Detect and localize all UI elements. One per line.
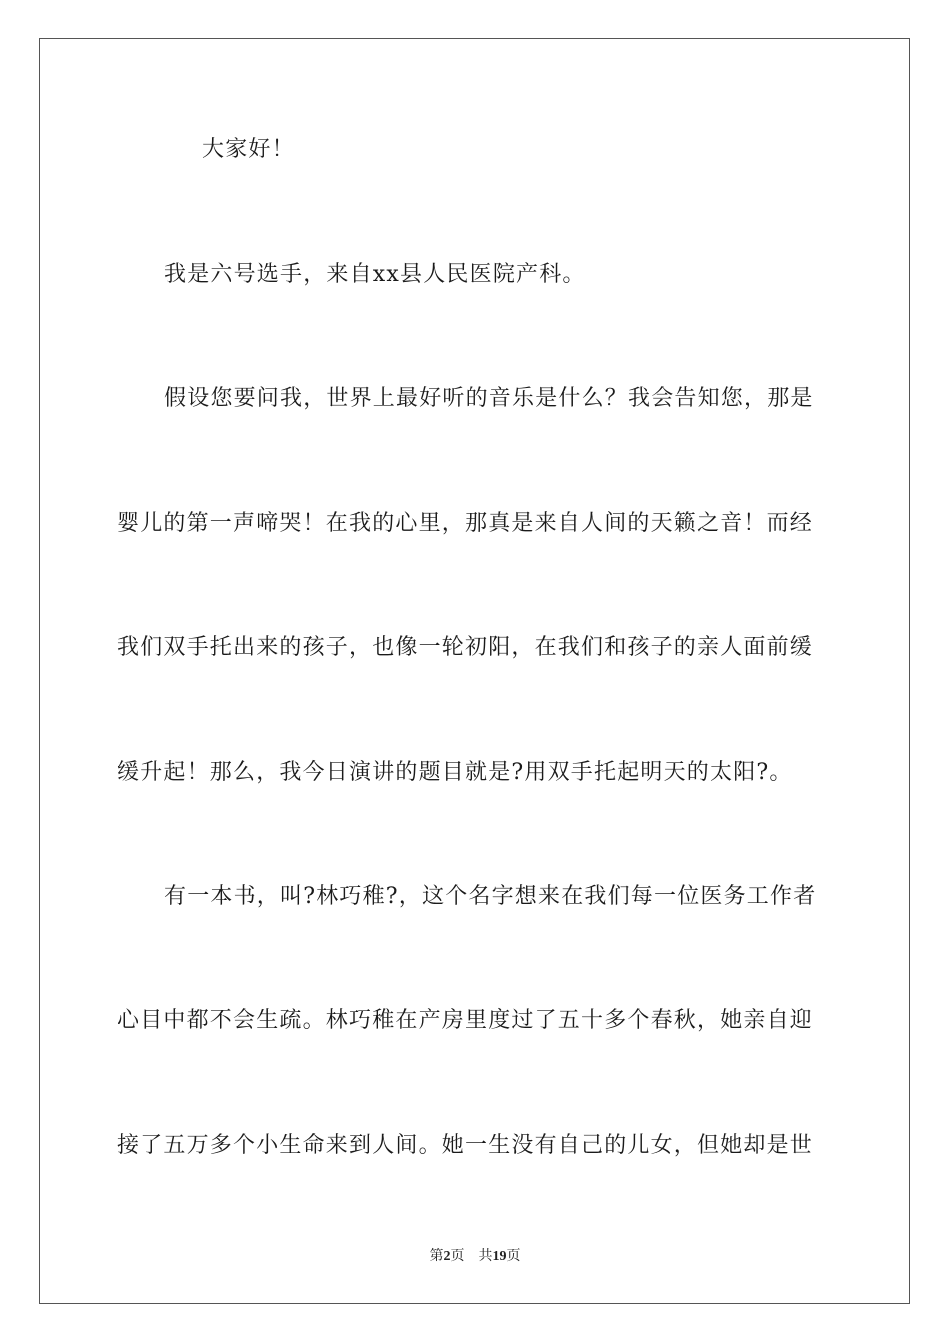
paragraph-line: 假设您要问我，世界上最好听的音乐是什么？我会告知您，那是: [164, 386, 814, 411]
paragraph-line: 婴儿的第一声啼哭！在我的心里，那真是来自人间的天籁之音！而经: [117, 511, 814, 536]
paragraph-line: 心目中都不会生疏。林巧稚在产房里度过了五十多个春秋，她亲自迎: [117, 1008, 814, 1033]
total-prefix: 共: [478, 1248, 493, 1264]
greeting-line: 大家好！: [202, 137, 295, 162]
total-suffix: 页: [506, 1248, 521, 1264]
total-pages-number: 19: [492, 1249, 507, 1264]
page-footer: [0, 1247, 950, 1266]
page-prefix: 第: [429, 1248, 444, 1264]
paragraph-line: 缓升起！那么，我今日演讲的题目就是?用双手托起明天的太阳?。: [117, 760, 793, 785]
current-page-number: 2: [443, 1249, 451, 1264]
paragraph-line: 接了五万多个小生命来到人间。她一生没有自己的儿女，但她却是世: [117, 1133, 814, 1158]
paragraph-line: 我是六号选手，来自xx县人民医院产科。: [164, 262, 586, 287]
paragraph-line: 有一本书，叫?林巧稚?，这个名字想来在我们每一位医务工作者: [164, 884, 817, 909]
page-border: [39, 38, 910, 1304]
paragraph-line: 我们双手托出来的孩子，也像一轮初阳，在我们和孩子的亲人面前缓: [117, 635, 814, 660]
page-suffix: 页: [450, 1248, 465, 1264]
